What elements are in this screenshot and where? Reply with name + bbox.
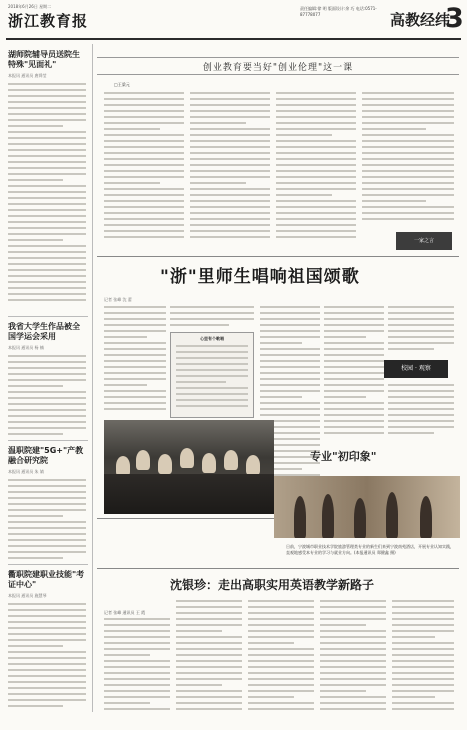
- sidebar-headline-3: 温职院建"5G+"产教融合研究院: [8, 446, 84, 465]
- lead-body-col-2: [190, 92, 270, 242]
- newspaper-logo: 浙江教育报: [8, 12, 89, 30]
- bottom-body-col-1: [104, 618, 170, 714]
- bottom-byline: 记者 张峰 通讯员 王 霞: [104, 610, 146, 615]
- sidebar-body-3: [8, 479, 86, 563]
- commentary-badge: 一家之言: [396, 232, 452, 250]
- lead-headline: 创业教育要当好"创业伦理"这一课: [202, 63, 354, 73]
- sidebar-byline-1: 本报讯 通讯员 唐舜莹: [8, 73, 47, 78]
- campus-observation-stamp: 校园 · 观察: [384, 360, 448, 378]
- sidebar-body-4: [8, 603, 86, 713]
- sidebar-story-3: [8, 446, 86, 563]
- sidebar-rule-3: [8, 564, 88, 565]
- issue-date: 2018年6月26日 星期二: [8, 4, 52, 9]
- sidebar-headline-1: 湖师院辅导员送院生特殊"见面礼": [8, 50, 80, 69]
- sidebar-rule-1: [8, 316, 88, 317]
- bottom-body-col-2: [176, 600, 242, 714]
- lead-body-col-4: [362, 92, 454, 228]
- middle-byline: 记者 张峰 沈 蕾: [104, 297, 132, 302]
- sidebar-body-1: [8, 83, 86, 305]
- pull-quote-box: [170, 332, 254, 418]
- header-rule: [6, 38, 461, 40]
- lead-body-col-3: [276, 92, 356, 242]
- feature-photo: [274, 476, 460, 538]
- sidebar-headline-4: 衢职院建职业技能"考证中心": [8, 570, 85, 589]
- middle-body-col-1: [104, 306, 166, 418]
- sidebar-rule-2: [8, 440, 88, 441]
- sidebar-body-2: [8, 355, 86, 437]
- bottom-top-rule: [97, 568, 459, 569]
- lead-title-box: [97, 57, 459, 75]
- editor-credits: 责任编辑:徐 明 版面设计:余 巧 电话:0571-87778077: [300, 6, 377, 17]
- bottom-body-col-3: [248, 600, 314, 714]
- page-number: 3: [445, 3, 464, 34]
- lead-bottom-rule: [97, 256, 459, 257]
- lead-body-col-1: [104, 92, 184, 242]
- sidebar-divider: [92, 44, 93, 712]
- middle-body-col-2-top: [170, 306, 254, 328]
- sidebar-headline-2: 我省大学生作品被全国学运会采用: [8, 322, 80, 341]
- sidebar-byline-4: 本报讯 通讯员 施慧琴: [8, 593, 47, 598]
- pull-quote-title: 心里有个歌唱: [200, 336, 224, 341]
- feature-caption: 日前，宁波城市职业技术学院旅游管理类专业的新生们来到宁波南苑酒店，开展专业认知实践，直观地感受本专业的学习与就业方向。(本报通讯员 郑健鑫 摄): [286, 544, 454, 555]
- pull-quote-body: [176, 345, 248, 415]
- bottom-body-col-4: [320, 600, 386, 714]
- bottom-headline: 沈银珍：走出高职实用英语教学新路子: [170, 578, 375, 592]
- page-header: [0, 0, 467, 40]
- middle-body-col-5-top: [388, 306, 454, 356]
- sidebar-story-1: [8, 50, 86, 305]
- bottom-body-col-5: [392, 600, 454, 714]
- middle-body-col-4: [324, 306, 384, 442]
- sidebar-story-4: [8, 570, 86, 713]
- sidebar-byline-2: 本报讯 通讯员 杨 楠: [8, 345, 44, 350]
- middle-headline: "浙"里师生唱响祖国颂歌: [160, 267, 360, 287]
- middle-body-col-5-bottom: [388, 384, 454, 442]
- sidebar-byline-3: 本报讯 通讯员 朱 婧: [8, 469, 44, 474]
- lead-author: □王梁元: [114, 82, 130, 87]
- section-title: 高教经纬: [390, 11, 451, 29]
- choir-photo: [104, 420, 274, 514]
- feature-headline: 专业"初印象": [310, 450, 377, 463]
- sidebar-story-2: [8, 322, 86, 437]
